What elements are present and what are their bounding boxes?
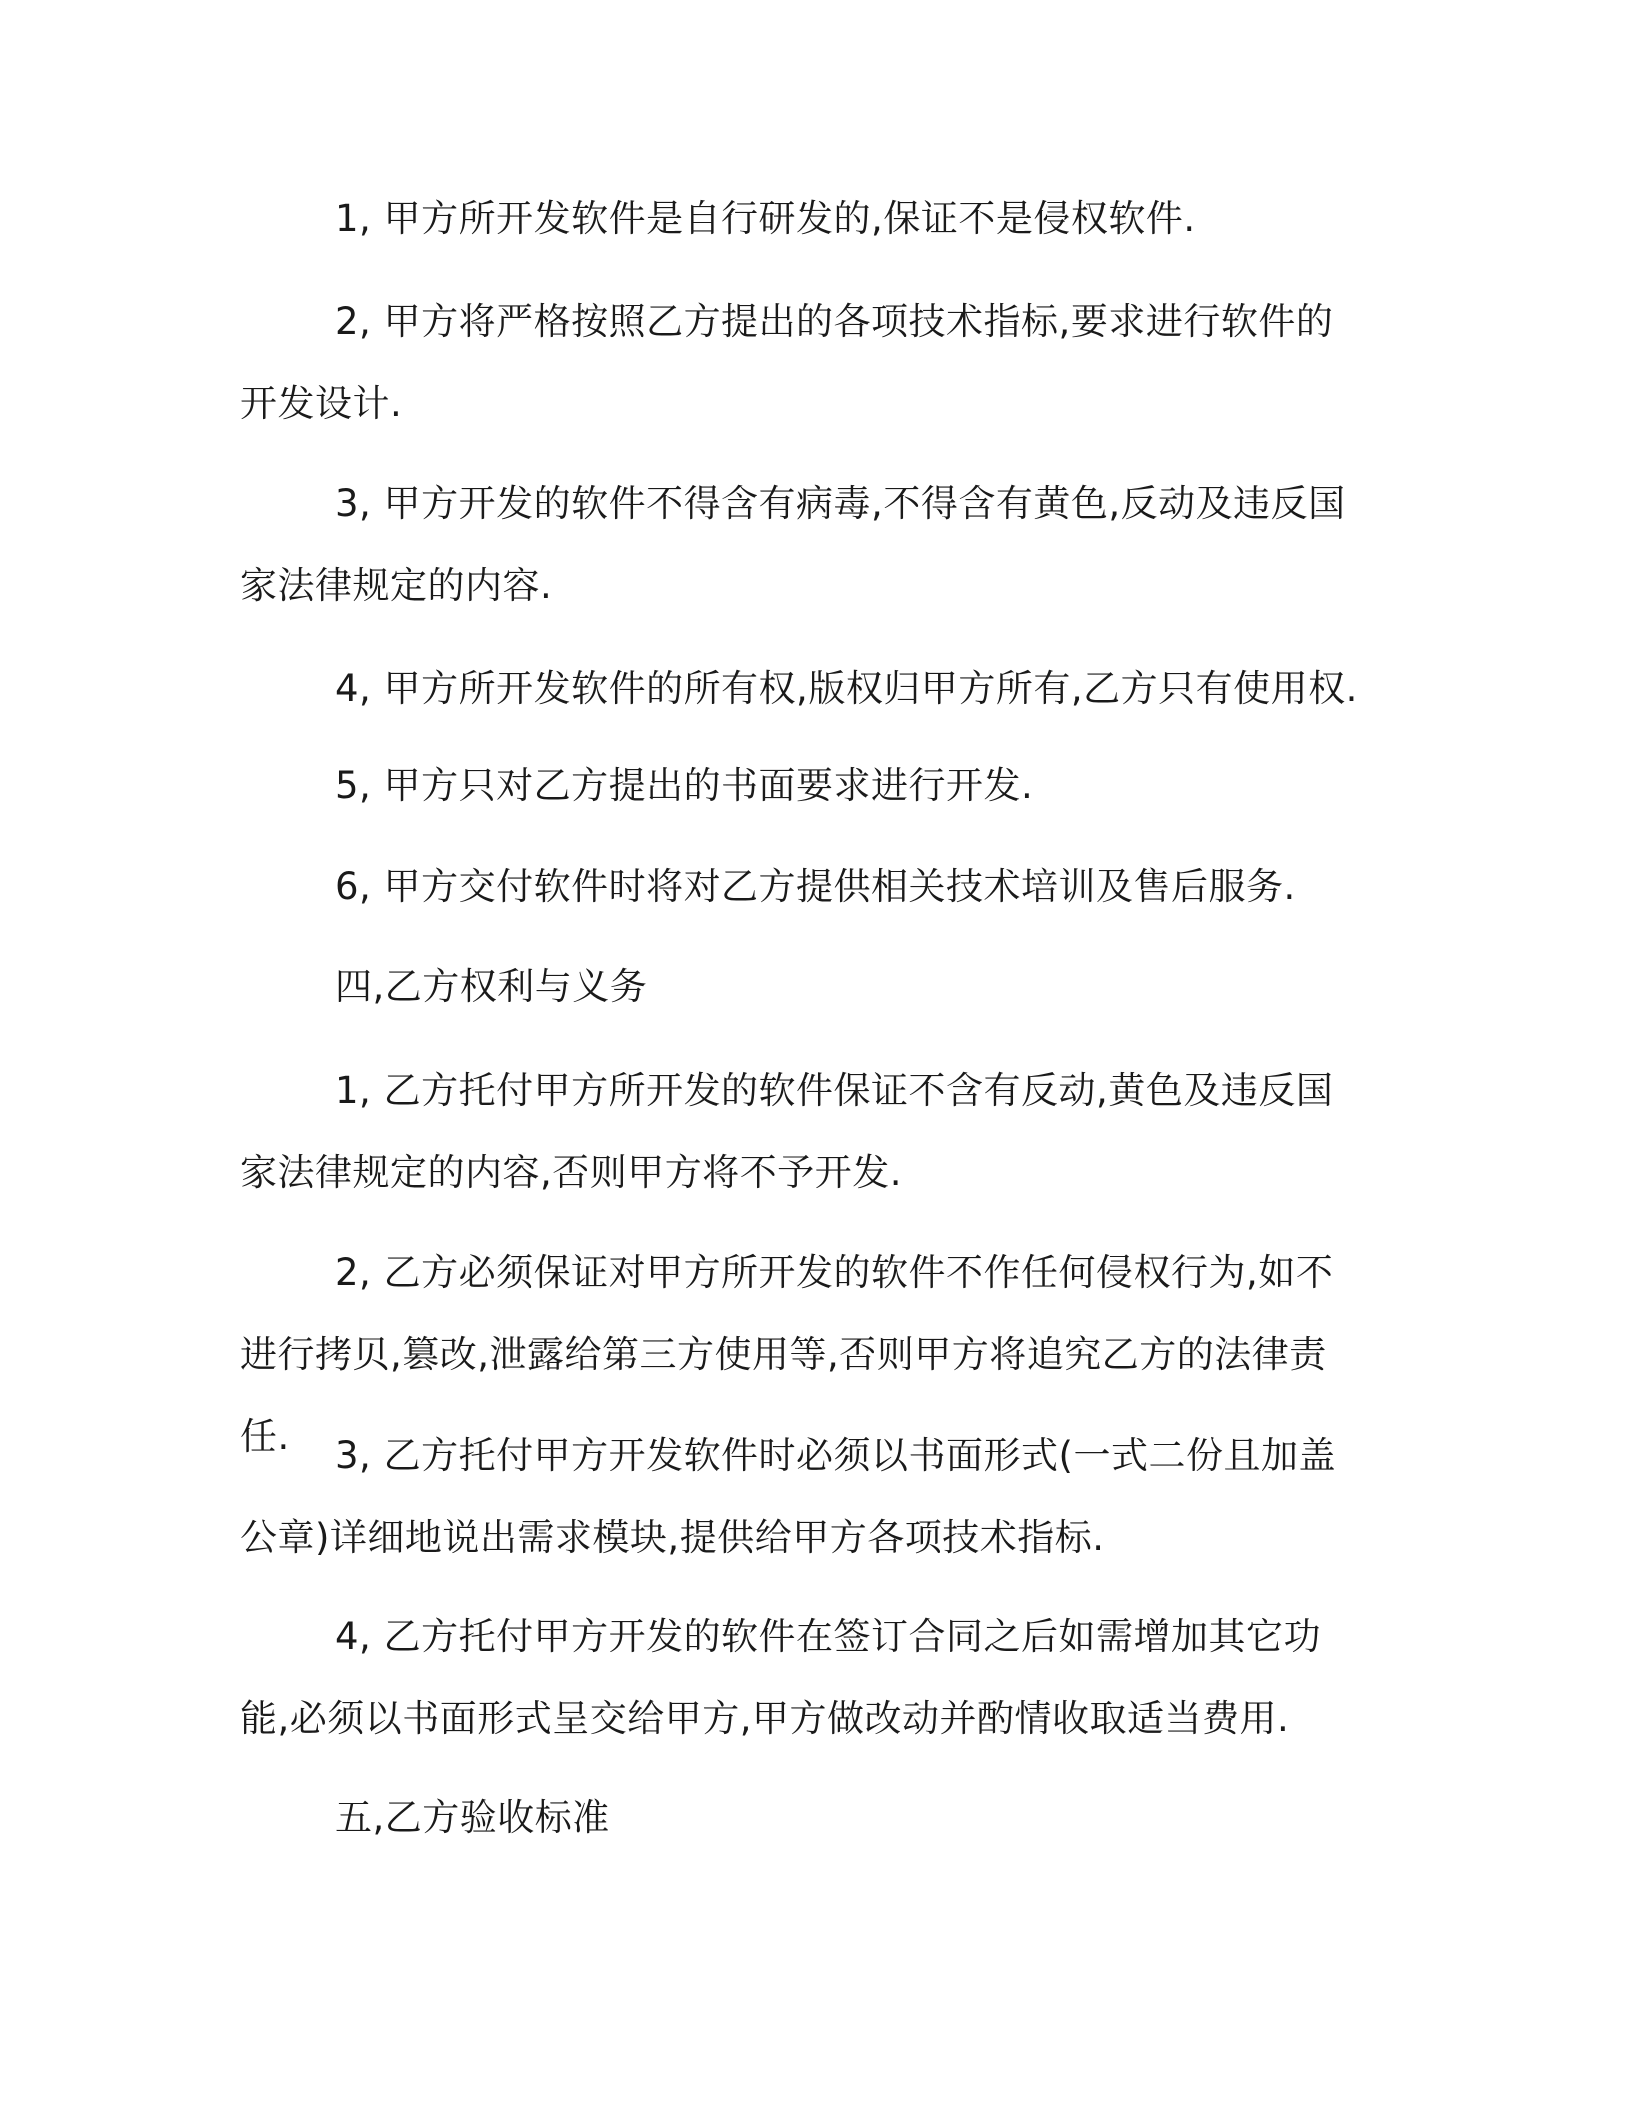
clause-party-b-3: 3, 乙方托付甲方开发软件时必须以书面形式(一式二份且加盖公章)详细地说出需求模块,提供给甲方各项技术指标. [240,1434,1336,1559]
clause-party-a-4: 4, 甲方所开发软件的所有权,版权归甲方所有,乙方只有使用权. [335,667,1358,710]
clause-party-b-1: 1, 乙方托付甲方所开发的软件保证不含有反动,黄色及违反国家法律规定的内容,否则甲方将不予开发. [240,1069,1334,1194]
clause-party-b-2: 2, 乙方必须保证对甲方所开发的软件不作任何侵权行为,如不进行拷贝,篡改,泄露给第三方使用等,否则甲方将追究乙方的法律责任. [240,1251,1334,1458]
clause-party-a-6: 6, 甲方交付软件时将对乙方提供相关技术培训及售后服务. [335,865,1296,908]
section-heading-5: 五,乙方验收标准 [335,1796,610,1839]
clause-party-a-1: 1, 甲方所开发软件是自行研发的,保证不是侵权软件. [335,197,1196,240]
clause-party-a-5: 5, 甲方只对乙方提出的书面要求进行开发. [335,764,1034,807]
clause-party-a-3: 3, 甲方开发的软件不得含有病毒,不得含有黄色,反动及违反国家法律规定的内容. [240,482,1346,607]
clause-party-a-2: 2, 甲方将严格按照乙方提出的各项技术指标,要求进行软件的开发设计. [240,300,1334,425]
clause-party-b-4: 4, 乙方托付甲方开发的软件在签订合同之后如需增加其它功能,必须以书面形式呈交给甲方,甲方做改动并酌情收取适当费用. [240,1615,1322,1740]
section-heading-4: 四,乙方权利与义务 [335,965,648,1008]
